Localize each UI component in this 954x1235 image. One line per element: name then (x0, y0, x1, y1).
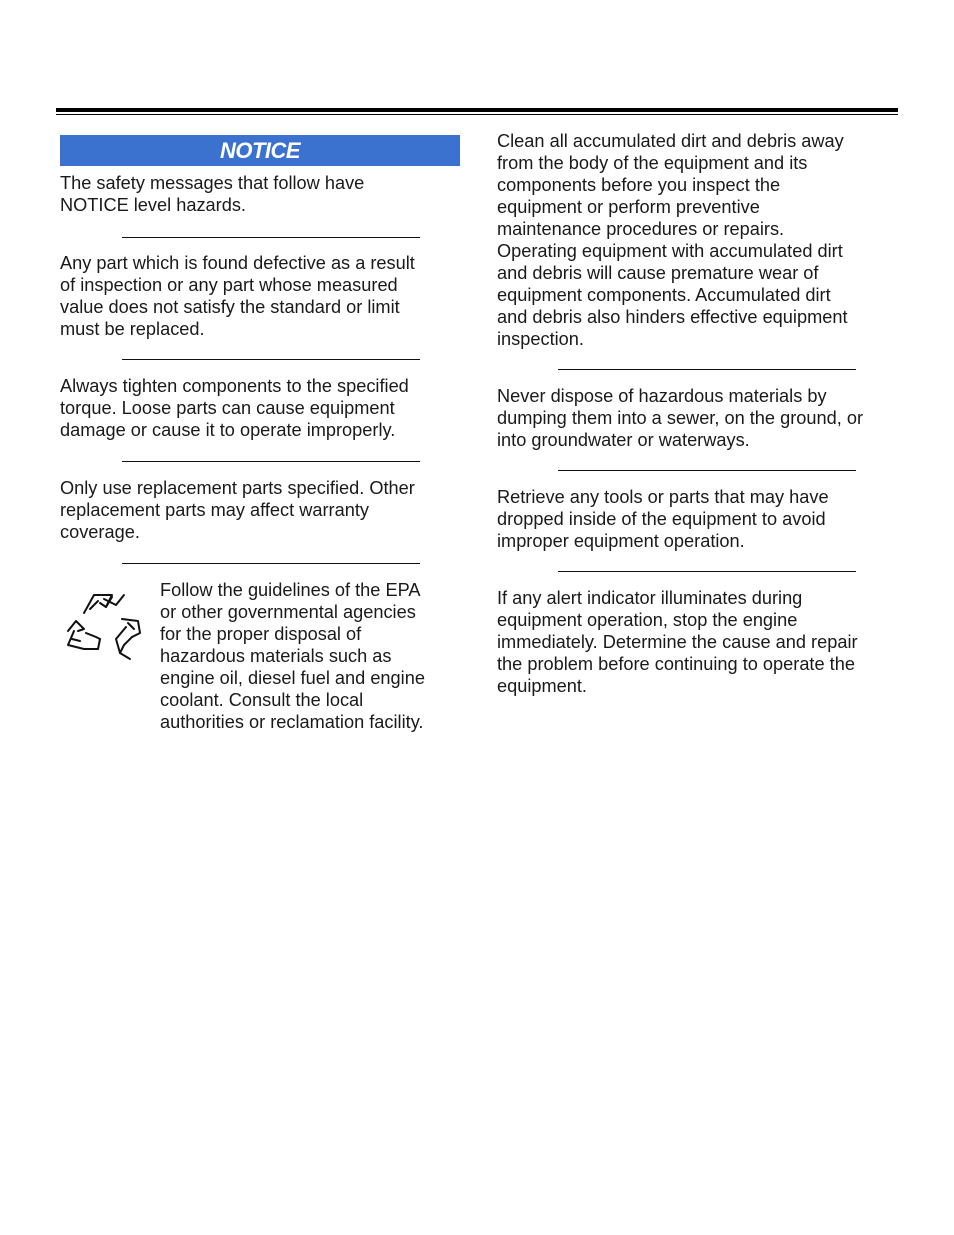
separator (122, 237, 420, 238)
left-column (60, 135, 460, 733)
notice-intro: The safety messages that follow have NOTICE level hazards. (60, 173, 365, 215)
replacement-parts-text: Only use replacement parts specified. Other replacement parts may affect warranty coverage. (60, 478, 415, 542)
alert-indicator-text: If any alert indicator illuminates during equipment operation, stop the engine immediately. Determine the cause and repair the problem before continuing to operate the equipment. (497, 588, 858, 696)
notice-banner (60, 135, 460, 166)
defective-parts-text: Any part which is found defective as a result of inspection or any part whose measured value does not satisfy the standard or limit must be replaced. (60, 253, 415, 339)
notice-title: NOTICE (219, 137, 301, 163)
clean-debris-text: Clean all accumulated dirt and debris away from the body of the equipment and its components before you inspect the equipment or perform preventive maintenance procedures or repairs. Operating equipment with accumulated dirt and debris will cause premature wear of equipment components. Accumulated dirt and debris also hinders effective equipment inspection. (497, 131, 848, 349)
separator (558, 369, 856, 370)
hazardous-dispose-text: Never dispose of hazardous materials by dumping them into a sewer, on the ground, or into groundwater or waterways. (497, 386, 863, 450)
separator (122, 359, 420, 360)
right-column (497, 130, 897, 697)
separator (558, 470, 856, 471)
separator (558, 571, 856, 572)
recycle-icon (60, 579, 160, 733)
header-rule (56, 108, 898, 115)
retrieve-tools-text: Retrieve any tools or parts that may have dropped inside of the equipment to avoid improper equipment operation. (497, 487, 829, 551)
epa-disposal-text: Follow the guidelines of the EPA or other governmental agencies for the proper disposal of hazardous materials such as engine oil, diesel fuel and engine coolant. Consult the local authorities or reclamation facility. (160, 580, 425, 732)
separator (122, 563, 420, 564)
disposal-guideline (60, 579, 460, 733)
tighten-torque-text: Always tighten components to the specified torque. Loose parts can cause equipment damage or cause it to operate improperly. (60, 376, 409, 440)
separator (122, 461, 420, 462)
